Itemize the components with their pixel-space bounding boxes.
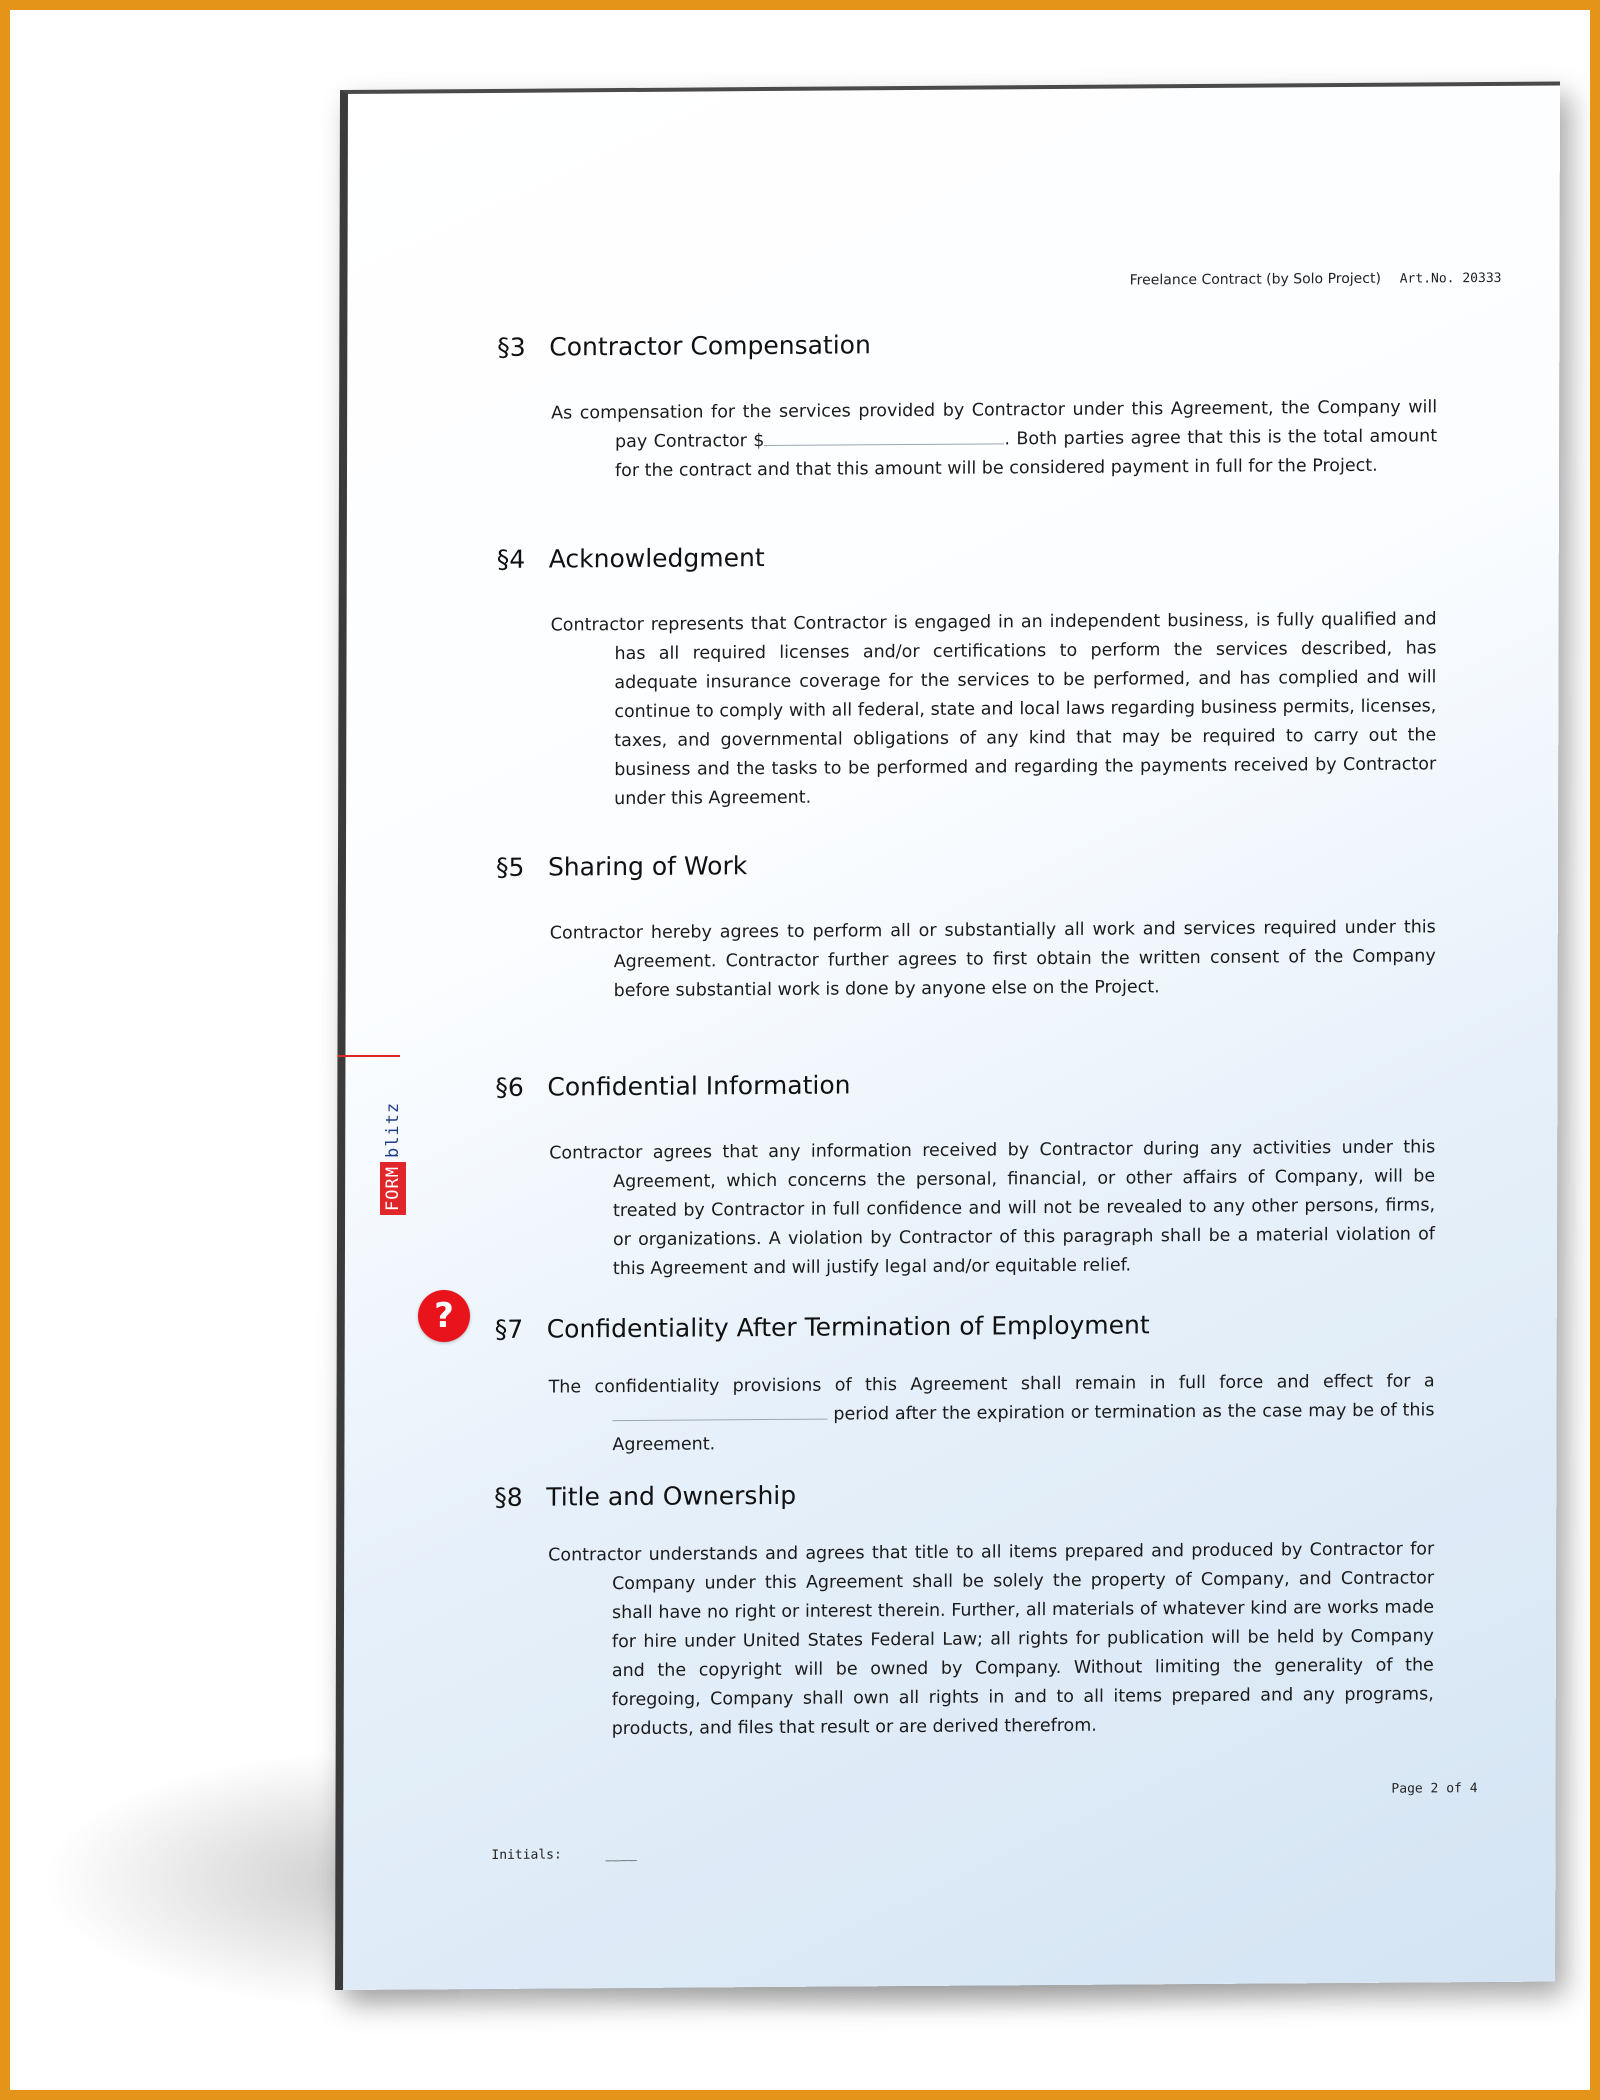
section-title: Acknowledgment	[548, 543, 765, 574]
section-heading	[495, 1308, 1435, 1344]
section-body: Contractor understands and agrees that title to all items prepared and produced by Contractor for Company under this Agreement shall be solely the property of Company, and Contractor shall have no right or interest therein. Further, all materials of whatever kind are works made for hire under United States Federal Law; all rights for publication will be held by Company and the copyright will be owned by Company. Without limiting the generality of the foregoing, Company shall own all rights in and to all items prepared and any programs, products, and files that result or are derived therefrom.	[548, 1539, 1435, 1740]
section-7	[494, 1308, 1434, 1461]
section-number: §8	[494, 1482, 523, 1512]
initials-block	[491, 1847, 637, 1863]
section-heading	[495, 1066, 1435, 1102]
section-title: Sharing of Work	[547, 851, 748, 882]
section-number: §6	[495, 1072, 524, 1102]
logo-text-form: FORM	[380, 1162, 406, 1215]
section-text: . Both parties agree that this is the total amount for the contract and that this amount will be considered payment in full for the Project.	[614, 426, 1438, 482]
formblitz-logo	[380, 1057, 406, 1215]
document-title: Freelance Contract (by Solo Project)	[1129, 270, 1381, 289]
section-number: §4	[496, 544, 526, 574]
section-text: As compensation for the services provided by Contractor under this Agreement, the Company will pay Contractor $	[551, 397, 1438, 453]
section-8	[494, 1476, 1435, 1745]
article-number: Art.No. 20333	[1399, 270, 1502, 287]
section-text: period after the expiration or termination as the case may be of this Agreement.	[612, 1400, 1435, 1456]
section-title: Title and Ownership	[546, 1480, 797, 1512]
section-body	[551, 393, 1437, 486]
section-4	[496, 538, 1437, 815]
section-body	[548, 1367, 1434, 1460]
logo-text-blitz: blitz	[383, 1101, 403, 1159]
section-title: Confidentiality After Termination of Employment	[546, 1310, 1150, 1344]
initials-label: Initials:	[491, 1847, 562, 1863]
section-title: Contractor Compensation	[549, 330, 871, 362]
section-number: §5	[495, 852, 525, 882]
section-heading	[497, 538, 1437, 574]
section-number: §7	[494, 1314, 524, 1344]
section-text: The confidentiality provisions of this Agreement shall remain in full force and effect for a	[548, 1371, 1435, 1398]
section-body: Contractor agrees that any information received by Contractor during any activities under this Agreement, which concerns the personal, financial, or other affairs of Company, will be treated by Contractor in full confidence and will not be revealed to any other persons, firms, or organizations. A violation by Contractor of this paragraph shall be a material violation of this Agreement and will justify legal and/or equitable relief.	[549, 1137, 1436, 1280]
help-question-icon[interactable]: ?	[418, 1290, 470, 1342]
page-header	[1130, 268, 1502, 289]
section-5	[496, 846, 1436, 1007]
compensation-amount-field[interactable]	[764, 425, 1004, 446]
section-heading	[496, 846, 1436, 882]
section-heading	[497, 326, 1437, 362]
section-3	[497, 326, 1437, 487]
section-6	[495, 1066, 1436, 1285]
section-heading	[494, 1476, 1434, 1512]
section-body: Contractor hereby agrees to perform all or substantially all work and services required under this Agreement. Contractor further agrees to first obtain the written consent of the Company before substantial work is done by anyone else on the Project.	[549, 917, 1436, 1002]
confidentiality-period-field[interactable]	[613, 1401, 828, 1422]
initials-field[interactable]: ____	[605, 1846, 637, 1863]
section-body: Contractor represents that Contractor is engaged in an independent business, is fully qualified and has all required licenses and/or certifications to perform the services described, has adequate insurance coverage for the services to be performed, and has complied and will continue to comply with all federal, state and local laws regarding business permits, licenses, taxes, and governmental obligations of any kind that may be required to carry out the business and the tasks to be performed and regarding the payments received by Contractor under this Agreement.	[550, 609, 1437, 810]
document-page	[335, 81, 1560, 1990]
page-number: Page 2 of 4	[1391, 1781, 1478, 1797]
section-number: §3	[497, 332, 526, 362]
section-title: Confidential Information	[547, 1070, 851, 1102]
